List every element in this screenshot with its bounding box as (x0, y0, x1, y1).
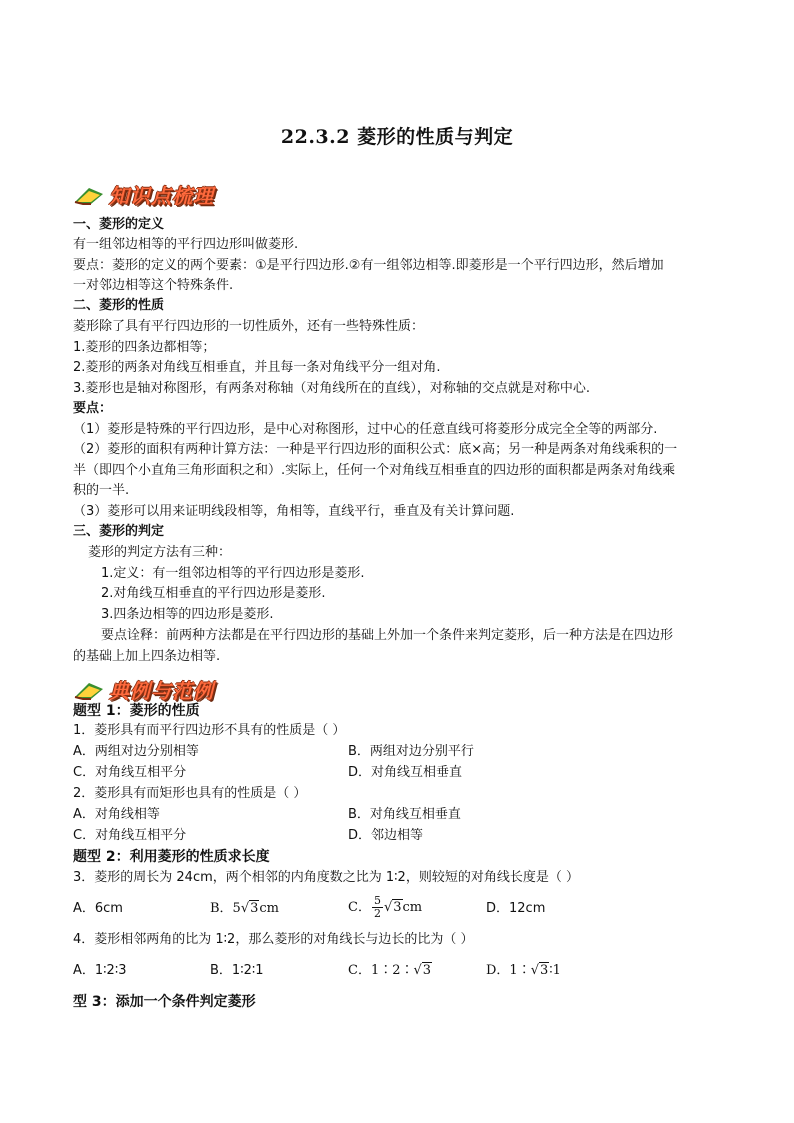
text-line: 要点： (73, 401, 113, 416)
banner-title: 典例与范例 (109, 679, 214, 703)
option-b: B．1∶2∶1 (210, 963, 264, 978)
pen-icon (73, 679, 107, 701)
question-type-heading: 题型 2：利用菱形的性质求长度 (73, 849, 270, 865)
text-line: 2.菱形的两条对角线互相垂直，并且每一条对角线平分一组对角. (73, 360, 441, 375)
text-line: （1）菱形是特殊的平行四边形，是中心对称图形，过中心的任意直线可将菱形分成完全全等的两部分. (73, 422, 658, 437)
text-line: 1.菱形的四条边都相等； (73, 340, 216, 355)
option-b: B．对角线互相垂直 (348, 807, 461, 822)
text-line: 的基础上加上四条边相等. (73, 649, 221, 664)
option-a: A．1∶2∶3 (73, 963, 127, 978)
section-heading: 三、菱形的判定 (73, 524, 165, 539)
option-c: C．1∶2∶√3 (348, 963, 432, 978)
page-title: 22.3.2 菱形的性质与判定 (280, 126, 514, 148)
banner-title: 知识点梳理 (109, 184, 214, 208)
option-d: D．1∶√3∶1 (486, 963, 561, 978)
section-heading: 二、菱形的性质 (73, 298, 165, 313)
fraction: $\frac{5}{2}$ (373, 894, 381, 920)
text-line: 要点诠释：前两种方法都是在平行四边形的基础上外加一个条件来判定菱形，后一种方法是在四边形 (101, 628, 674, 643)
text-line: 有一组邻边相等的平行四边形叫做菱形. (73, 237, 299, 252)
option-c: C． $\frac{5}{2}$ √3cm (348, 894, 423, 920)
text-line: 3.菱形也是轴对称图形，有两条对称轴（对角线所在的直线），对称轴的交点就是对称中心. (73, 381, 591, 396)
text-line: （2）菱形的面积有两种计算方法：一种是平行四边形的面积公式：底×高；另一种是两条对角线乘积的一 (73, 442, 678, 457)
text-line: 要点：菱形的定义的两个要素：①是平行四边形.②有一组邻边相等.即菱形是一个平行四边形，然后增加 (73, 258, 664, 273)
option-a: A．6cm (73, 901, 123, 916)
question-stem: 1．菱形具有而平行四边形不具有的性质是（ ） (73, 723, 346, 738)
option-b: B．两组对边分别平行 (348, 744, 474, 759)
question-stem: 2．菱形具有而矩形也具有的性质是（ ） (73, 786, 307, 801)
section-banner-examples (73, 675, 214, 704)
text-line: 一对邻边相等这个特殊条件. (73, 278, 234, 293)
text-line: 2.对角线互相垂直的平行四边形是菱形. (101, 586, 326, 601)
text-line: 菱形的判定方法有三种： (88, 545, 232, 560)
question-stem: 4．菱形相邻两角的比为 1∶2，那么菱形的对角线长与边长的比为（ ） (73, 932, 474, 947)
text-line: 半（即四个小直角三角形面积之和）.实际上，任何一个对角线互相垂直的四边形的面积都是两条对角线乘 (73, 463, 676, 478)
option-a: A．对角线相等 (73, 807, 160, 822)
option-a: A．两组对边分别相等 (73, 744, 199, 759)
section-banner-knowledge (73, 180, 214, 209)
text-line: （3）菱形可以用来证明线段相等，角相等，直线平行，垂直及有关计算问题. (73, 504, 515, 519)
pen-icon (73, 184, 107, 206)
question-type-heading: 型 3：添加一个条件判定菱形 (73, 994, 256, 1010)
text-line: 菱形除了具有平行四边形的一切性质外，还有一些特殊性质： (73, 319, 425, 334)
option-d: D．对角线互相垂直 (348, 765, 463, 780)
question-stem: 3．菱形的周长为 24cm，两个相邻的内角度数之比为 1∶2，则较短的对角线长度是（ ） (73, 870, 579, 885)
option-d: D．邻边相等 (348, 828, 424, 843)
option-d: D．12cm (486, 901, 546, 916)
option-c: C．对角线互相平分 (73, 765, 187, 780)
text-line: 积的一半. (73, 483, 130, 498)
option-c: C．对角线互相平分 (73, 828, 187, 843)
text-line: 1.定义：有一组邻边相等的平行四边形是菱形. (101, 566, 365, 581)
text-line: 3.四条边相等的四边形是菱形. (101, 607, 274, 622)
option-b: B．5√3cm (210, 901, 280, 916)
question-type-heading: 题型 1：菱形的性质 (73, 703, 200, 719)
section-heading: 一、菱形的定义 (73, 217, 165, 232)
